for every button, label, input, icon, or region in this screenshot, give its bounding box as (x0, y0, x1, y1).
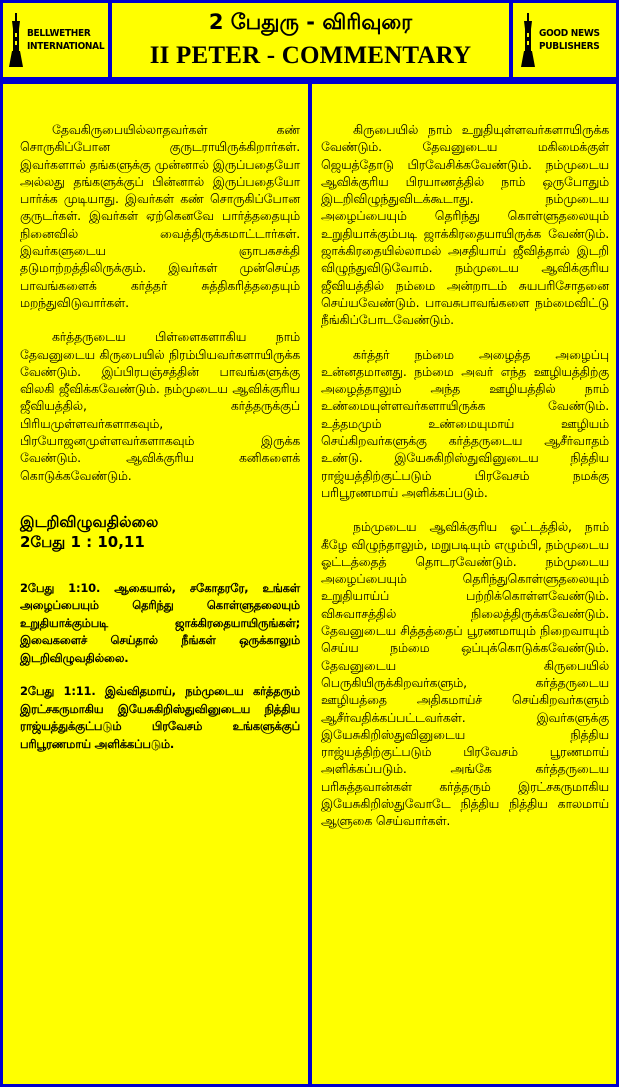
right-paragraph-1: கிருபையில் நாம் உறுதியுள்ளவர்களாயிருக்க வேண்டும். தேவனுடைய மகிமைக்குள் ஜெயத்தோடு பிரவேசிக்கவேண்டும். நம்முடைய ஆவிக்குரிய பிரயாணத்தில் நாம் ஒருபோதும் இடறிவிழுந்துவிடக்கூடாது. நம்முடைய அழைப்பையும் தெரிந்து கொள்ளுதலையும் உறுதியாக்கும்படி ஜாக்கிரதையாயிருக்க வேண்டும். ஜாக்கிரதையில்லாமல் அசதியாய் ஜீவித்தால் இடறி விழுந்துவிடுவோம். நம்முடைய ஆவிக்குரிய ஜீவியத்தில் நம்மை அன்றாடம் சுயபரிசோதனை செய்யவேண்டும். பாவசுபாவங்களை நம்மைவிட்டு நீங்கிப்போடவேண்டும். (321, 122, 609, 328)
right-paragraph-2: கர்த்தர் நம்மை அழைத்த அழைப்பு உன்னதமானது. நம்மை அவர் எந்த ஊழியத்திற்கு அழைத்தாலும் அந்த ஊழியத்தில் நாம் உண்மையுள்ளவர்களாயிருக்க வேண்டும். உத்தமமும் உண்மையுமாய் ஊழியம் செய்கிறவர்களுக்கு கர்த்தருடைய ஆசீர்வாதம் உண்டு. இயேசுகிறிஸ்துவினுடைய நித்திய ராஜ்யத்திற்குட்படும் பிரவேசம் நமக்கு பரிபூரணமாய் அளிக்கப்படும். (321, 346, 609, 500)
right-column (313, 81, 616, 1084)
bellwether-logo (3, 3, 108, 77)
left-logo-line1: BELLWETHER (27, 28, 91, 39)
section-reference: 2பேது 1 : 10,11 (20, 532, 145, 551)
right-logo-line2: PUBLISHERS (539, 41, 600, 52)
left-paragraph-1: தேவகிருபையில்லாதவர்கள் கண் சொருகிப்போன குருடராயிருக்கிறார்கள். இவர்களால் தங்களுக்கு முன்னால் இருப்பதையோ அல்லது தங்களுக்குப் பின்னால் இருப்பதையோ பார்க்க முடியாது. இவர்கள் கண் சொருகிப்போன குருடர்கள். இவர்கள் ஏற்கெனவே பார்த்ததையும் நினைவில் வைத்திருக்கமாட்டார்கள். இவர்களுடைய ஞாபகசக்தி தடுமாற்றத்திலிருக்கும். இவர்கள் முன்செய்த பாவங்களைக் கர்த்தர் சுத்திகரித்ததையும் மறந்துவிடுவார்கள். (20, 122, 300, 310)
page-header (112, 3, 509, 77)
column-divider (308, 81, 312, 1084)
left-paragraph-2: கர்த்தருடைய பிள்ளைகளாகிய நாம் தேவனுடைய கிருபையில் நிரம்பியவர்களாயிருக்க வேண்டும். இப்பிரபஞ்சத்தின் பாவங்களுக்கு விலகி ஜீவிக்கவேண்டும். நம்முடைய ஆவிக்குரிய ஜீவியத்தில், கர்த்தருக்குப் பிரியமுள்ளவர்களாகவும், பிரயோஜனமுள்ளவர்களாகவும் இருக்க வேண்டும். ஆவிக்குரிய கனிகளைக் கொடுக்கவேண்டும். (20, 329, 300, 483)
right-paragraph-3: நம்முடைய ஆவிக்குரிய ஓட்டத்தில், நாம் கீழே விழுந்தாலும், மறுபடியும் எழும்பி, நம்முடைய ஓட்டத்தைத் தொடரவேண்டும். நம்முடைய அழைப்பையும் தெரிந்துகொள்ளுதலையும் உறுதியாய்ப் பற்றிக்கொள்ளவேண்டும். விசுவாசத்தில் நிலைத்திருக்கவேண்டும். தேவனுடைய சித்தத்தைப் பூரணமாயும் நிறைவாயும் செய்ய நம்மை ஒப்புக்கொடுக்கவேண்டும். தேவனுடைய கிருபையில் பெருகியிருக்கிறவர்களும், கர்த்தருடைய ஊழியத்தை அதிகமாய்ச் செய்கிறவர்களும் ஆசீர்வதிக்கப்பட்டவர்கள். இவர்களுக்கு இயேசுகிறிஸ்துவினுடைய நித்திய ராஜ்யத்திற்குட்படும் பிரவேசம் பூரணமாய் அளிக்கப்படும். அங்கே கர்த்தருடைய பரிசுத்தவான்கள் கர்த்தரும் இரட்சகருமாகிய இயேசுகிறிஸ்துவோடே நித்திய நித்திய காலமாய் ஆளுகை செய்வார்கள். (321, 519, 609, 829)
left-logo-line2: INTERNATIONAL (27, 41, 105, 52)
english-title: II PETER - COMMENTARY (149, 42, 472, 69)
tamil-title: 2 பேதுரு - விரிவுரை (208, 10, 413, 34)
good-news-logo (513, 3, 616, 77)
tower-icon (7, 13, 25, 67)
section-heading: இடறிவிழுவதில்லை (20, 512, 159, 531)
right-logo-line1: GOOD NEWS (539, 28, 600, 39)
tower-icon (519, 13, 537, 67)
left-column (3, 81, 308, 1084)
verse-11: 2பேது 1:11. இவ்விதமாய், நம்முடைய கர்த்தரும் இரட்சகருமாகிய இயேசுகிறிஸ்துவினுடைய நித்திய ராஜ்யத்துக்குட்படும் பிரவேசம் உங்களுக்குப் பரிபூரணமாய் அளிக்கப்படும். (20, 684, 300, 751)
verse-10: 2பேது 1:10. ஆகையால், சகோதரரே, உங்கள் அழைப்பையும் தெரிந்து கொள்ளுதலையும் உறுதியாக்கும்படி ஜாக்கிரதையாயிருங்கள்; இவைகளைச் செய்தால் நீங்கள் ஒருக்காலும் இடறிவிழுவதில்லை. (20, 580, 300, 665)
